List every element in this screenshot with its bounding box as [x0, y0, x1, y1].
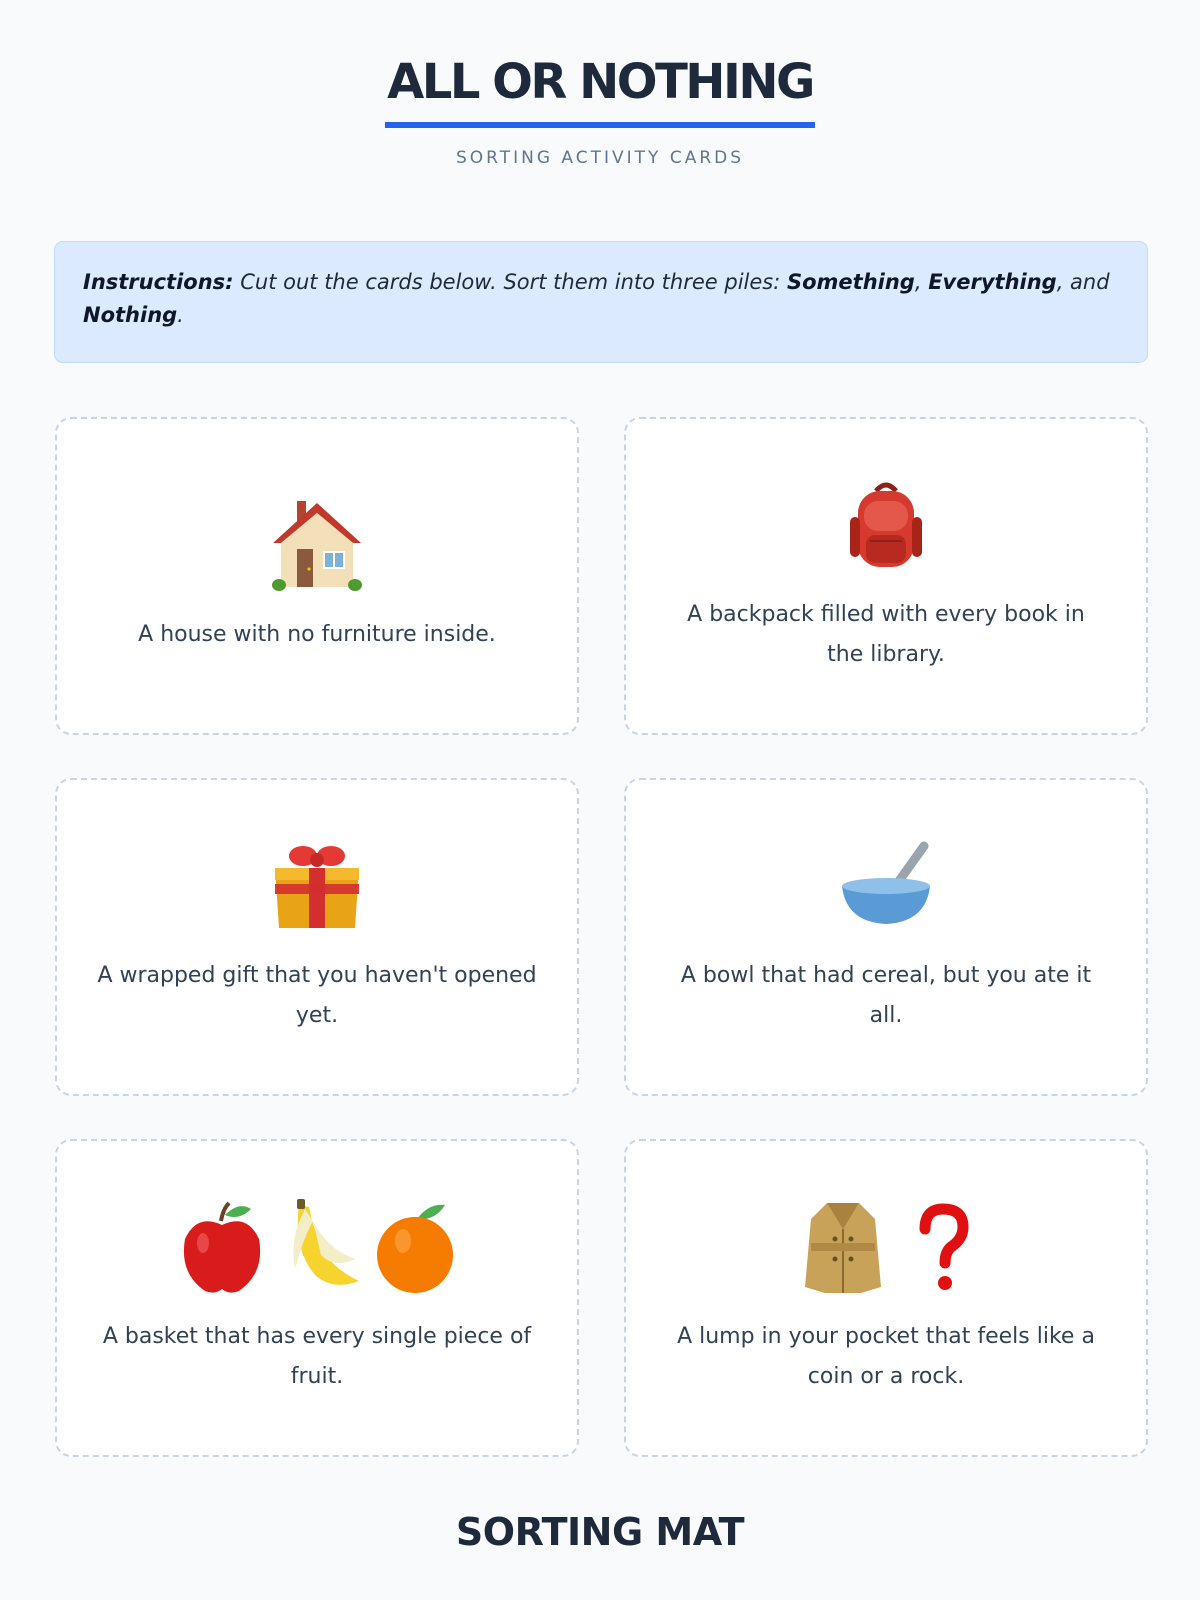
- card-icons: [846, 477, 926, 573]
- coat-icon: [801, 1199, 885, 1295]
- card-text: A lump in your pocket that feels like a coin or a rock.: [677, 1324, 1095, 1389]
- card-icons: [801, 1199, 971, 1295]
- sorting-card[interactable]: [624, 778, 1148, 1096]
- page-subtitle: SORTING ACTIVITY CARDS: [455, 148, 745, 168]
- instructions-end: .: [177, 303, 184, 327]
- pile-everything: Everything: [928, 270, 1057, 294]
- apple-icon: [177, 1199, 267, 1295]
- card-icons: [271, 497, 363, 593]
- gift-icon: [269, 838, 365, 934]
- sorting-card[interactable]: [55, 1139, 579, 1457]
- card-icons: [177, 1199, 457, 1295]
- instructions-label: Instructions:: [83, 270, 234, 294]
- card-text: A house with no furniture inside.: [138, 622, 496, 647]
- card-text: A bowl that had cereal, but you ate it all.: [680, 963, 1092, 1028]
- sorting-card[interactable]: [624, 417, 1148, 735]
- card-icons: [838, 838, 934, 934]
- pile-nothing: Nothing: [83, 303, 178, 327]
- title-wrap: [385, 52, 815, 128]
- card-text: A wrapped gift that you haven't opened yet.: [97, 963, 537, 1028]
- house-icon: [271, 497, 363, 593]
- header: [0, 0, 1200, 168]
- card-text: A basket that has every single piece of fruit.: [102, 1324, 532, 1389]
- instructions-sep: ,: [914, 270, 929, 294]
- instructions-sep: , and: [1056, 270, 1110, 294]
- question-mark-icon: [915, 1199, 971, 1295]
- banana-icon: [275, 1199, 365, 1295]
- pile-something: Something: [786, 270, 915, 294]
- card-text: A backpack filled with every book in the library.: [687, 602, 1085, 667]
- sorting-card[interactable]: [55, 417, 579, 735]
- sorting-card[interactable]: [55, 778, 579, 1096]
- sorting-card[interactable]: [624, 1139, 1148, 1457]
- instructions-text: Cut out the cards below. Sort them into three piles:: [233, 270, 787, 294]
- page-title: ALL OR NOTHING: [385, 52, 815, 128]
- orange-icon: [373, 1199, 457, 1295]
- bowl-icon: [838, 838, 934, 934]
- instructions-box: [54, 241, 1148, 363]
- card-icons: [269, 838, 365, 934]
- card-grid: [55, 417, 1148, 1457]
- sorting-mat-title: SORTING MAT: [455, 1510, 745, 1554]
- backpack-icon: [846, 477, 926, 573]
